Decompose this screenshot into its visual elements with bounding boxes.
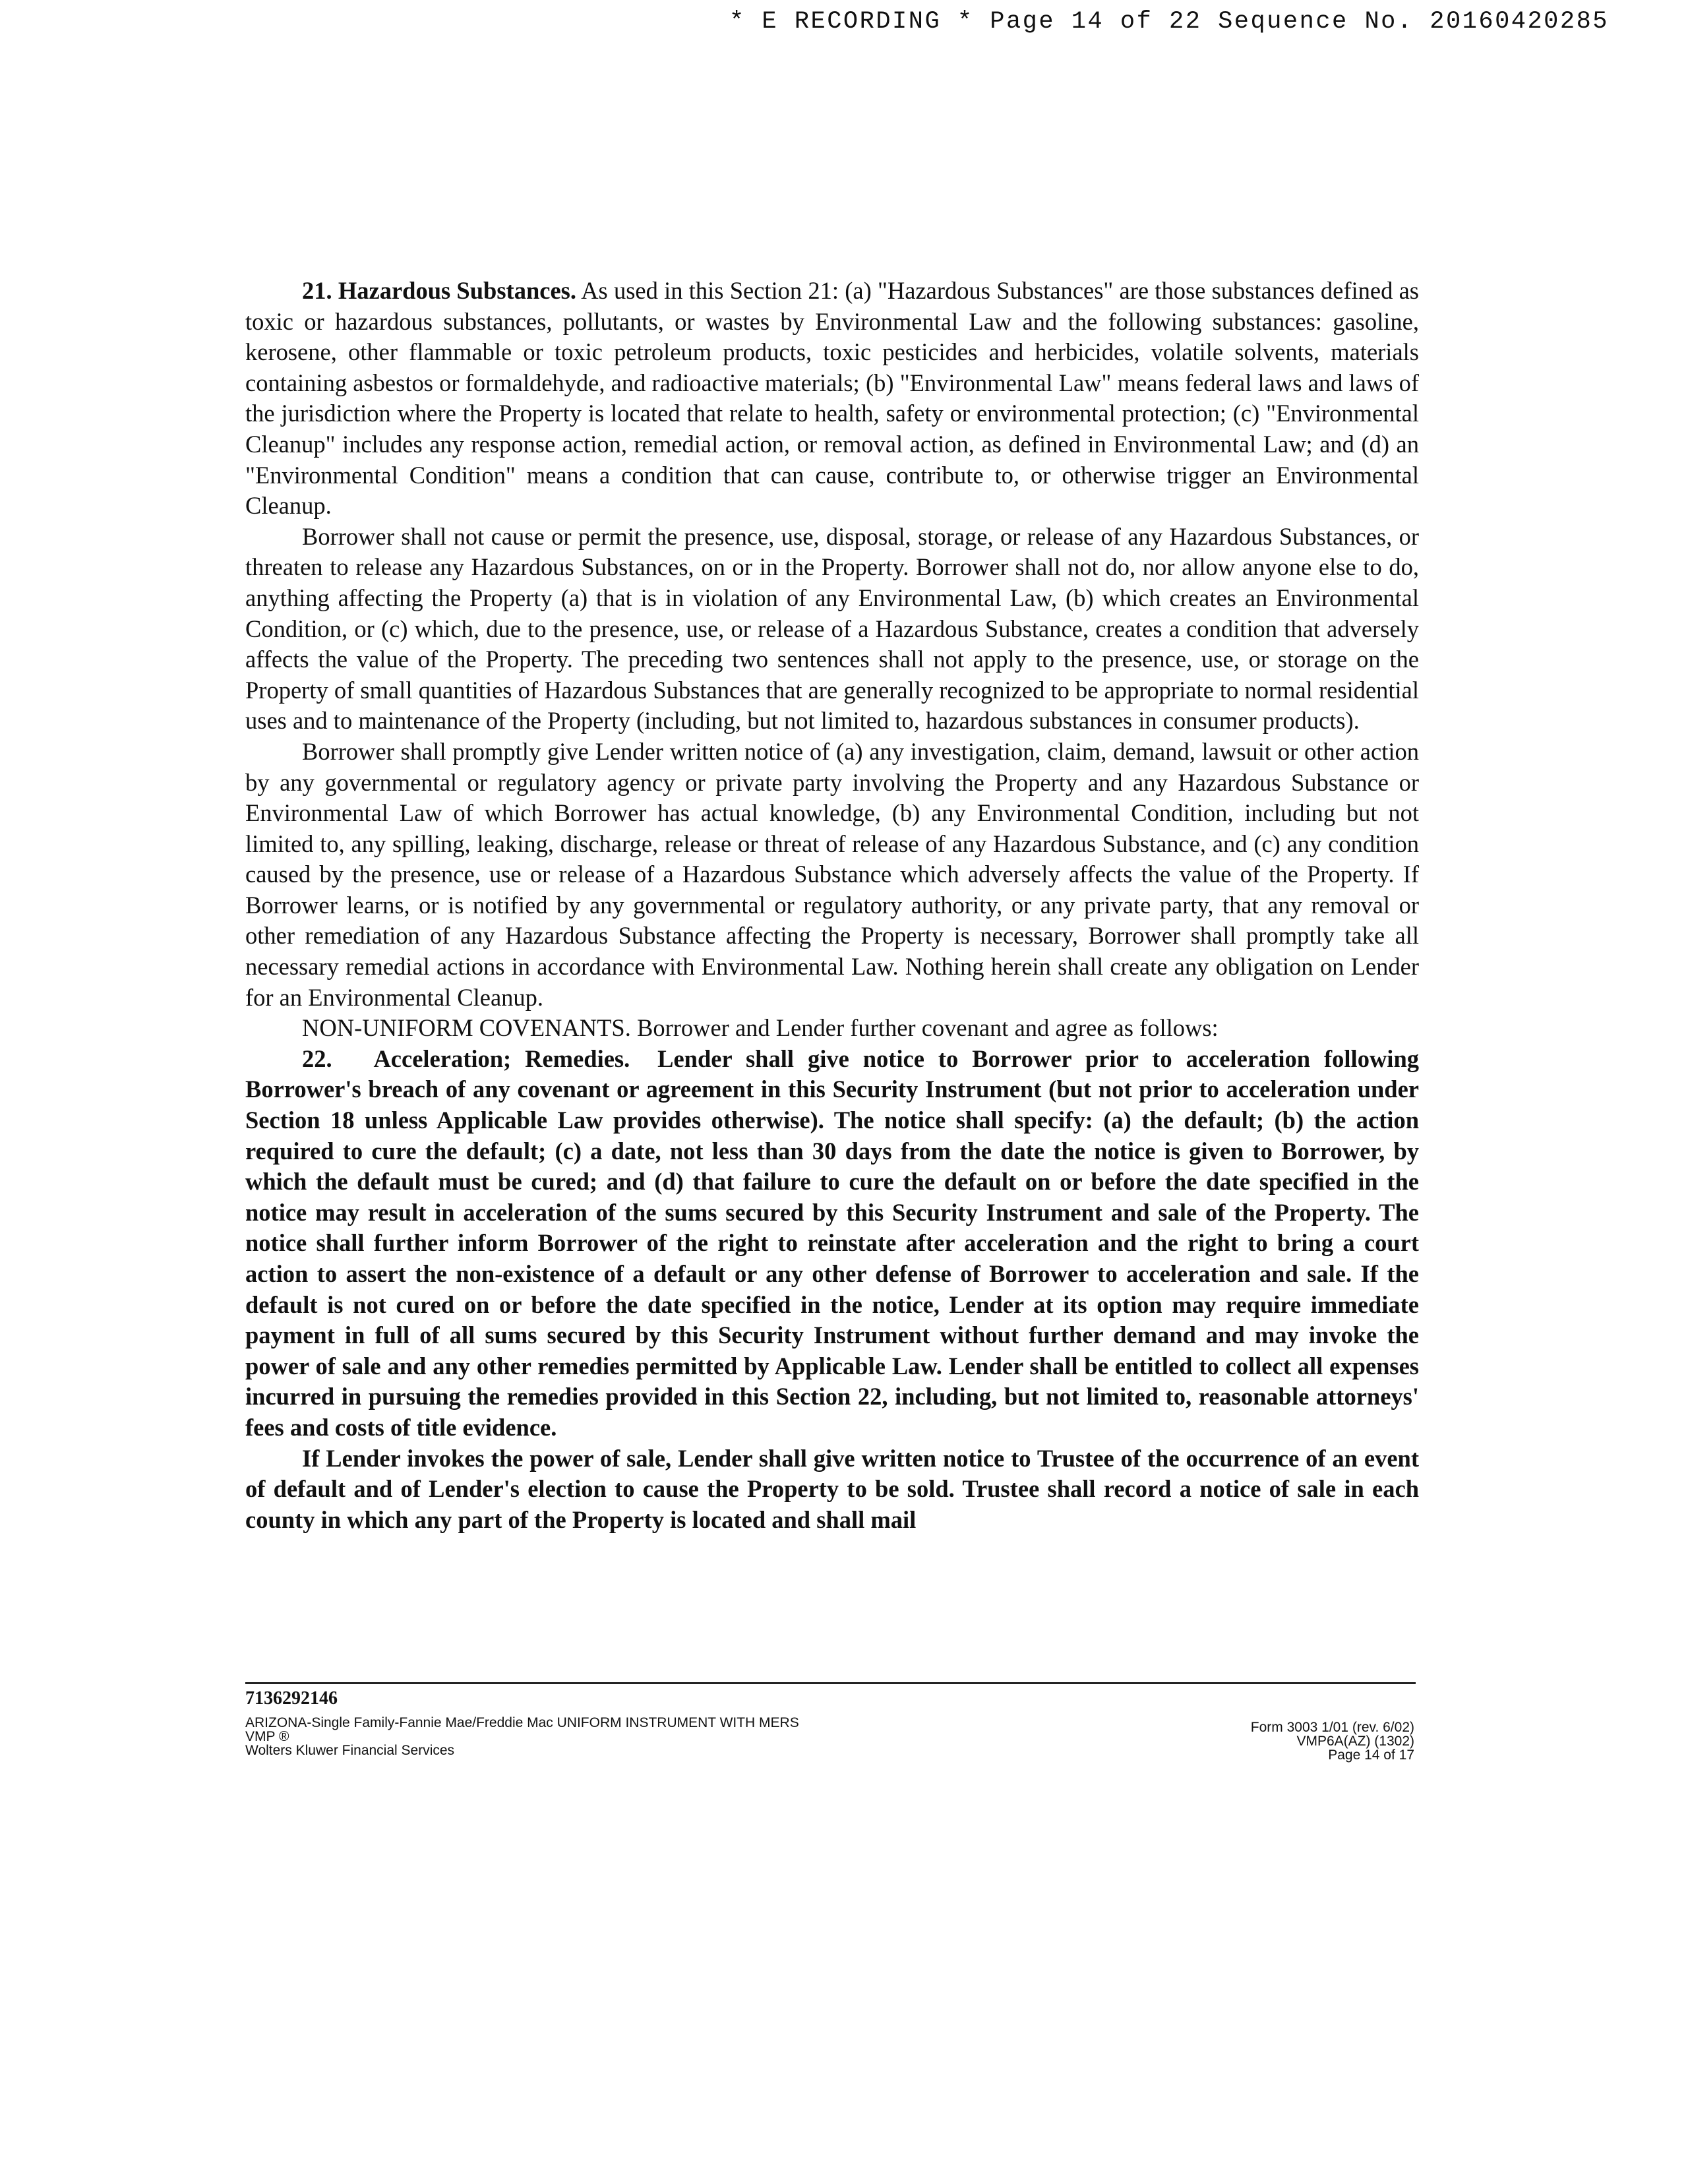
section-21-number: 21. [302, 277, 332, 304]
document-body [245, 276, 1419, 1535]
section-21-intro: As used in this Section 21: (a) "Hazardous Substances" are those substances defined as toxic or hazardous substances, pollutants, or wastes by Environmental Law and the following substances: gasoline, kerosene, other flammable or toxic petroleum products, toxic pesticides and herbicides, volatile solvents, materials containing asbestos or formaldehyde, and radioactive materials; (b) "Environmental Law" means federal laws and laws of the jurisdiction where the Property is located that relate to health, safety or environmental protection; (c) "Environmental Cleanup" includes any response action, remedial action, or removal action, as defined in Environmental Law; and (d) an "Environmental Condition" means a condition that can cause, contribute to, or otherwise trigger an Environmental Cleanup. [245, 277, 1419, 520]
footer-vmp-code: VMP6A(AZ) (1302) [1296, 1734, 1414, 1749]
footer-vmp-mark: VMP ® [245, 1729, 289, 1744]
footer-divider [245, 1682, 1416, 1684]
section-22-paragraph-2: If Lender invokes the power of sale, Lender shall give written notice to Trustee of the occurrence of an event of default and of Lender's election to cause the Property to be sold. Trustee shall record a notice of sale in each county in which any part of the Property is located and shall mail [245, 1444, 1419, 1533]
section-22-paragraph [245, 1044, 1419, 1443]
recording-header: * E RECORDING * Page 14 of 22 Sequence No. 20160420285 [729, 8, 1609, 36]
section-22-body: Lender shall give notice to Borrower prior to acceleration following Borrower's breach of any covenant or agreement in this Security Instrument (but not prior to acceleration under Section 18 unless Applicable Law provides otherwise). The notice shall specify: (a) the default; (b) the action required to cure the default; (c) a date, not less than 30 days from the date the notice is given to Borrower, by which the default must be cured; and (d) that failure to cure the default on or before the date specified in the notice may result in acceleration of the sums secured by this Security Instrument and sale of the Property. The notice shall further inform Borrower of the right to reinstate after acceleration and the right to bring a court action to assert the non-existence of a default or any other defense of Borrower to acceleration and sale. If the default is not cured on or before the date specified in the notice, Lender at its option may require immediate payment in full of all sums secured by this Security Instrument without further demand and may invoke the power of sale and any other remedies permitted by Applicable Law. Lender shall be entitled to collect all expenses incurred in pursuing the remedies provided in this Section 22, including, but not limited to, reasonable attorneys' fees and costs of title evidence. [245, 1045, 1419, 1441]
footer-form-number [1251, 1720, 1414, 1762]
non-uniform-covenants: NON-UNIFORM COVENANTS. Borrower and Lender further covenant and agree as follows: [302, 1014, 1219, 1042]
footer-document-id: 7136292146 [245, 1688, 338, 1709]
section-22-number: 22. [302, 1045, 332, 1072]
section-21-paragraph-2: Borrower shall not cause or permit the presence, use, disposal, storage, or release of any Hazardous Substances, or threaten to release any Hazardous Substances, on or in the Property. Borrower shall not do, nor allow anyone else to do, anything affecting the Property (a) that is in violation of any Environmental Law, (b) which creates an Environmental Condition, or (c) which, due to the presence, use, or release of a Hazardous Substance, creates a condition that adversely affects the value of the Property. The preceding two sentences shall not apply to the presence, use, or storage on the Property of small quantities of Hazardous Substances that are generally recognized to be appropriate to normal residential uses and to maintenance of the Property (including, but not limited to, hazardous substances in consumer products). [245, 522, 1419, 735]
footer-publisher: Wolters Kluwer Financial Services [245, 1743, 455, 1758]
section-22-title: Acceleration; Remedies. [373, 1045, 630, 1072]
footer-page-number: Page 14 of 17 [1328, 1747, 1414, 1763]
section-21-paragraph [245, 276, 1419, 522]
footer-form-code: Form 3003 1/01 (rev. 6/02) [1250, 1720, 1414, 1735]
section-21-paragraph-3: Borrower shall promptly give Lender written notice of (a) any investigation, claim, demand, lawsuit or other action by any governmental or regulatory agency or private party involving the Property and any Hazardous Substance or Environmental Law of which Borrower has actual knowledge, (b) any Environmental Condition, including but not limited to, any spilling, leaking, discharge, release or threat of release of any Hazardous Substance, and (c) any condition caused by the presence, use or release of a Hazardous Substance which adversely affects the value of the Property. If Borrower learns, or is notified by any governmental or regulatory authority, or any private party, that any removal or other remediation of any Hazardous Substance affecting the Property is necessary, Borrower shall promptly take all necessary remedial actions in accordance with Environmental Law. Nothing herein shall create any obligation on Lender for an Environmental Cleanup. [245, 737, 1419, 1011]
section-21-title: Hazardous Substances. [338, 277, 576, 304]
footer-form-info [245, 1716, 799, 1757]
footer-form-title: ARIZONA-Single Family-Fannie Mae/Freddie Mac UNIFORM INSTRUMENT WITH MERS [245, 1715, 799, 1730]
